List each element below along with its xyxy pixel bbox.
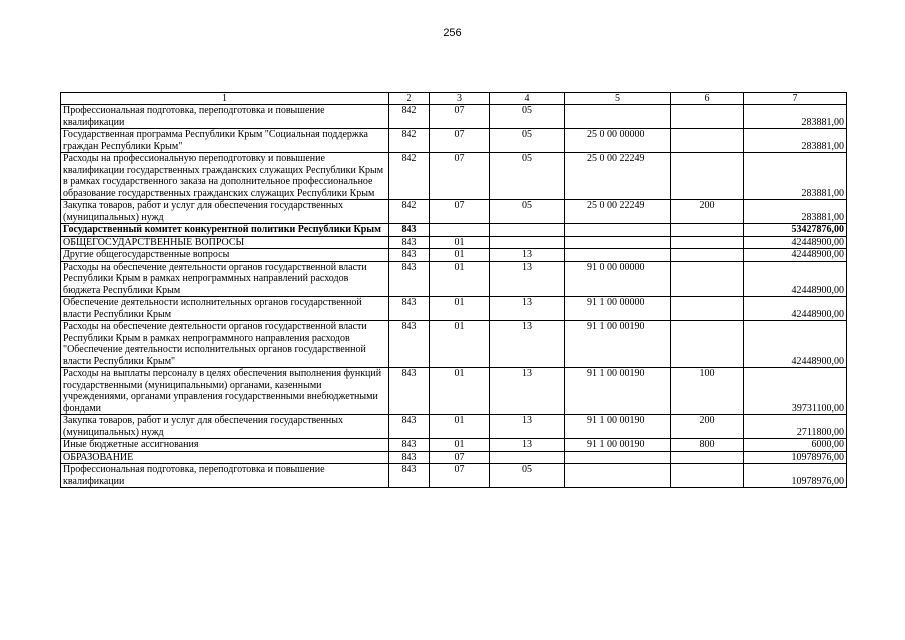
section-cell: 07	[430, 464, 490, 488]
table-row	[61, 236, 847, 249]
section-cell: 07	[430, 451, 490, 464]
expense-type-cell	[671, 224, 744, 237]
amount-cell: 10978976,00	[744, 451, 847, 464]
table-row	[61, 129, 847, 153]
target-article-cell	[565, 464, 671, 488]
code-cell: 843	[389, 236, 430, 249]
description-cell: Закупка товаров, работ и услуг для обеспечения государственных (муниципальных) нужд	[61, 415, 389, 439]
expense-type-cell: 200	[671, 415, 744, 439]
expense-type-cell	[671, 249, 744, 262]
table-header-row	[61, 93, 847, 105]
subsection-cell: 13	[490, 249, 565, 262]
page-number: 256	[443, 27, 462, 39]
expense-type-cell	[671, 464, 744, 488]
code-cell: 843	[389, 297, 430, 321]
amount-cell: 39731100,00	[744, 368, 847, 415]
code-cell: 843	[389, 439, 430, 452]
target-article-cell: 91 1 00 00190	[565, 321, 671, 368]
expense-type-cell	[671, 236, 744, 249]
description-cell: Закупка товаров, работ и услуг для обеспечения государственных (муниципальных) нужд	[61, 200, 389, 224]
subsection-cell: 13	[490, 439, 565, 452]
amount-cell: 2711800,00	[744, 415, 847, 439]
description-cell: ОБРАЗОВАНИЕ	[61, 451, 389, 464]
description-cell: Иные бюджетные ассигнования	[61, 439, 389, 452]
table-row	[61, 249, 847, 262]
target-article-cell	[565, 236, 671, 249]
amount-cell: 6000,00	[744, 439, 847, 452]
amount-cell: 10978976,00	[744, 464, 847, 488]
subsection-cell: 05	[490, 153, 565, 200]
target-article-cell: 91 0 00 00000	[565, 261, 671, 297]
section-cell: 01	[430, 415, 490, 439]
code-cell: 842	[389, 153, 430, 200]
header-cell: 4	[490, 93, 565, 105]
code-cell: 843	[389, 261, 430, 297]
description-cell: Государственная программа Республики Крым "Социальная поддержка граждан Республики Крым"	[61, 129, 389, 153]
subsection-cell	[490, 236, 565, 249]
table-row	[61, 224, 847, 237]
header-cell: 3	[430, 93, 490, 105]
header-cell: 7	[744, 93, 847, 105]
expense-type-cell	[671, 105, 744, 129]
section-cell: 01	[430, 236, 490, 249]
amount-cell: 283881,00	[744, 200, 847, 224]
section-cell: 07	[430, 200, 490, 224]
expense-type-cell: 800	[671, 439, 744, 452]
header-cell: 1	[61, 93, 389, 105]
table-row	[61, 321, 847, 368]
description-cell: Государственный комитет конкурентной политики Республики Крым	[61, 224, 389, 237]
table-row	[61, 200, 847, 224]
target-article-cell: 25 0 00 00000	[565, 129, 671, 153]
section-cell: 01	[430, 321, 490, 368]
target-article-cell	[565, 451, 671, 464]
target-article-cell: 91 1 00 00000	[565, 297, 671, 321]
amount-cell: 283881,00	[744, 153, 847, 200]
table-row	[61, 368, 847, 415]
table-row	[61, 415, 847, 439]
target-article-cell: 25 0 00 22249	[565, 153, 671, 200]
code-cell: 843	[389, 224, 430, 237]
code-cell: 842	[389, 200, 430, 224]
section-cell: 07	[430, 105, 490, 129]
amount-cell: 53427876,00	[744, 224, 847, 237]
description-cell: Расходы на обеспечение деятельности органов государственной власти Республики Крым в рамках непрограммного направления расходов "Обеспечение деятельности исполнительных органов государственной власти Республики Крым"	[61, 321, 389, 368]
amount-cell: 42448900,00	[744, 249, 847, 262]
amount-cell: 42448900,00	[744, 261, 847, 297]
target-article-cell	[565, 249, 671, 262]
expense-type-cell	[671, 451, 744, 464]
header-cell: 2	[389, 93, 430, 105]
expense-type-cell	[671, 261, 744, 297]
section-cell: 07	[430, 153, 490, 200]
code-cell: 843	[389, 321, 430, 368]
expense-type-cell	[671, 153, 744, 200]
code-cell: 843	[389, 451, 430, 464]
amount-cell: 283881,00	[744, 129, 847, 153]
subsection-cell	[490, 224, 565, 237]
section-cell: 01	[430, 439, 490, 452]
expense-type-cell: 200	[671, 200, 744, 224]
description-cell: Обеспечение деятельности исполнительных органов государственной власти Республики Крым	[61, 297, 389, 321]
target-article-cell: 91 1 00 00190	[565, 415, 671, 439]
expense-type-cell	[671, 297, 744, 321]
subsection-cell: 05	[490, 200, 565, 224]
section-cell: 07	[430, 129, 490, 153]
amount-cell: 42448900,00	[744, 236, 847, 249]
description-cell: Профессиональная подготовка, переподготовка и повышение квалификации	[61, 464, 389, 488]
budget-table	[60, 92, 847, 488]
code-cell: 842	[389, 105, 430, 129]
table-row	[61, 153, 847, 200]
section-cell	[430, 224, 490, 237]
target-article-cell	[565, 105, 671, 129]
table-row	[61, 261, 847, 297]
code-cell: 843	[389, 464, 430, 488]
code-cell: 842	[389, 129, 430, 153]
section-cell: 01	[430, 261, 490, 297]
amount-cell: 42448900,00	[744, 321, 847, 368]
subsection-cell	[490, 451, 565, 464]
subsection-cell: 13	[490, 415, 565, 439]
table-row	[61, 451, 847, 464]
table-row	[61, 297, 847, 321]
target-article-cell: 25 0 00 22249	[565, 200, 671, 224]
code-cell: 843	[389, 249, 430, 262]
header-cell: 6	[671, 93, 744, 105]
subsection-cell: 13	[490, 321, 565, 368]
description-cell: Расходы на обеспечение деятельности органов государственной власти Республики Крым в рамках непрограммных направлений расходов бюджета Республики Крым	[61, 261, 389, 297]
expense-type-cell: 100	[671, 368, 744, 415]
amount-cell: 42448900,00	[744, 297, 847, 321]
expense-type-cell	[671, 321, 744, 368]
subsection-cell: 13	[490, 368, 565, 415]
table-row	[61, 464, 847, 488]
table-row	[61, 439, 847, 452]
subsection-cell: 05	[490, 105, 565, 129]
target-article-cell: 91 1 00 00190	[565, 368, 671, 415]
description-cell: Профессиональная подготовка, переподготовка и повышение квалификации	[61, 105, 389, 129]
description-cell: Расходы на выплаты персоналу в целях обеспечения выполнения функций государственными (муниципальными) органами, казенными учреждениями, органами управления государственными внебюджетными фондами	[61, 368, 389, 415]
description-cell: ОБЩЕГОСУДАРСТВЕННЫЕ ВОПРОСЫ	[61, 236, 389, 249]
subsection-cell: 13	[490, 261, 565, 297]
description-cell: Расходы на профессиональную переподготовку и повышение квалификации государственных гражданских служащих Республики Крым в рамках государственного заказа на дополнительное профессиональное образование государственных гражданских служащих Республики Крым	[61, 153, 389, 200]
subsection-cell: 13	[490, 297, 565, 321]
expense-type-cell	[671, 129, 744, 153]
section-cell: 01	[430, 297, 490, 321]
amount-cell: 283881,00	[744, 105, 847, 129]
target-article-cell	[565, 224, 671, 237]
subsection-cell: 05	[490, 464, 565, 488]
target-article-cell: 91 1 00 00190	[565, 439, 671, 452]
section-cell: 01	[430, 368, 490, 415]
code-cell: 843	[389, 415, 430, 439]
subsection-cell: 05	[490, 129, 565, 153]
section-cell: 01	[430, 249, 490, 262]
header-cell: 5	[565, 93, 671, 105]
description-cell: Другие общегосударственные вопросы	[61, 249, 389, 262]
code-cell: 843	[389, 368, 430, 415]
table-row	[61, 105, 847, 129]
